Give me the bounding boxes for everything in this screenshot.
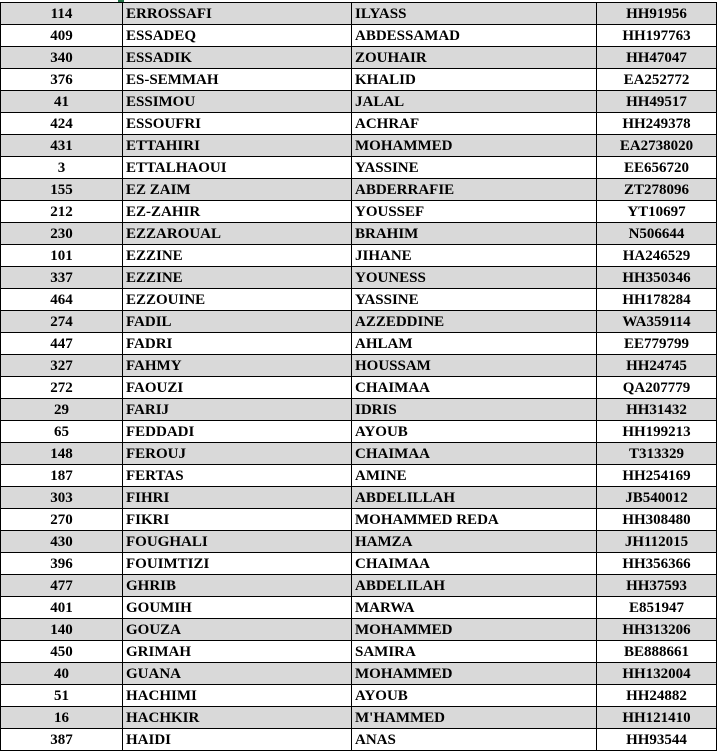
cell-first-name[interactable]: YOUNESS: [352, 267, 597, 289]
cell-first-name[interactable]: MOHAMMED REDA: [352, 509, 597, 531]
cell-document-number[interactable]: HH24745: [597, 355, 717, 377]
cell-document-number[interactable]: HH249378: [597, 113, 717, 135]
cell-last-name[interactable]: GHRIB: [123, 575, 352, 597]
cell-document-number[interactable]: YT10697: [597, 201, 717, 223]
cell-last-name[interactable]: FEROUJ: [123, 443, 352, 465]
cell-id[interactable]: 327: [1, 355, 123, 377]
cell-id[interactable]: 396: [1, 553, 123, 575]
cell-last-name[interactable]: FADRI: [123, 333, 352, 355]
cell-last-name[interactable]: FOUIMTIZI: [123, 553, 352, 575]
table-row: [1, 663, 717, 685]
table-row: [1, 355, 717, 377]
cell-id[interactable]: 270: [1, 509, 123, 531]
cell-document-number[interactable]: HH356366: [597, 553, 717, 575]
cell-first-name[interactable]: YASSINE: [352, 157, 597, 179]
cell-id[interactable]: 464: [1, 289, 123, 311]
cell-first-name[interactable]: IDRIS: [352, 399, 597, 421]
cell-document-number[interactable]: HA246529: [597, 245, 717, 267]
cell-last-name[interactable]: ERROSSAFI: [123, 3, 352, 25]
cell-id[interactable]: 148: [1, 443, 123, 465]
cell-last-name[interactable]: ETTALHAOUI: [123, 157, 352, 179]
cell-id[interactable]: 155: [1, 179, 123, 201]
table-row: [1, 201, 717, 223]
table-row: [1, 311, 717, 333]
cell-id[interactable]: 274: [1, 311, 123, 333]
cell-id[interactable]: 212: [1, 201, 123, 223]
table-row: [1, 685, 717, 707]
cell-last-name[interactable]: ES-SEMMAH: [123, 69, 352, 91]
cell-document-number[interactable]: HH254169: [597, 465, 717, 487]
cell-document-number[interactable]: HH91956: [597, 3, 717, 25]
cell-first-name[interactable]: ABDESSAMAD: [352, 25, 597, 47]
cell-document-number[interactable]: HH47047: [597, 47, 717, 69]
cell-last-name[interactable]: EZZOUINE: [123, 289, 352, 311]
cell-first-name[interactable]: CHAIMAA: [352, 377, 597, 399]
table-row: [1, 245, 717, 267]
cell-document-number[interactable]: HH313206: [597, 619, 717, 641]
spreadsheet-table: [0, 2, 717, 751]
cell-id[interactable]: 450: [1, 641, 123, 663]
table-row: [1, 91, 717, 113]
cell-document-number[interactable]: QA207779: [597, 377, 717, 399]
table-row: [1, 575, 717, 597]
cell-last-name[interactable]: FAOUZI: [123, 377, 352, 399]
cell-id[interactable]: 387: [1, 729, 123, 751]
cell-id[interactable]: 29: [1, 399, 123, 421]
cell-first-name[interactable]: BRAHIM: [352, 223, 597, 245]
cell-document-number[interactable]: EE656720: [597, 157, 717, 179]
cell-document-number[interactable]: JB540012: [597, 487, 717, 509]
cell-first-name[interactable]: JIHANE: [352, 245, 597, 267]
cell-last-name[interactable]: GUANA: [123, 663, 352, 685]
cell-id[interactable]: 303: [1, 487, 123, 509]
cell-id[interactable]: 376: [1, 69, 123, 91]
cell-first-name[interactable]: AYOUB: [352, 421, 597, 443]
cell-last-name[interactable]: FAHMY: [123, 355, 352, 377]
cell-document-number[interactable]: HH24882: [597, 685, 717, 707]
cell-id[interactable]: 16: [1, 707, 123, 729]
cell-first-name[interactable]: CHAIMAA: [352, 443, 597, 465]
table-row: [1, 641, 717, 663]
cell-first-name[interactable]: MOHAMMED: [352, 135, 597, 157]
cell-last-name[interactable]: FIHRI: [123, 487, 352, 509]
table-row: [1, 597, 717, 619]
cell-last-name[interactable]: GRIMAH: [123, 641, 352, 663]
cell-last-name[interactable]: GOUMIH: [123, 597, 352, 619]
cell-id[interactable]: 337: [1, 267, 123, 289]
cell-id[interactable]: 409: [1, 25, 123, 47]
cell-id[interactable]: 477: [1, 575, 123, 597]
cell-id[interactable]: 401: [1, 597, 123, 619]
cell-id[interactable]: 140: [1, 619, 123, 641]
cell-id[interactable]: 424: [1, 113, 123, 135]
cell-first-name[interactable]: M'HAMMED: [352, 707, 597, 729]
cell-document-number[interactable]: HH121410: [597, 707, 717, 729]
table-row: [1, 113, 717, 135]
cell-first-name[interactable]: ABDELILLAH: [352, 487, 597, 509]
cell-id[interactable]: 431: [1, 135, 123, 157]
cell-first-name[interactable]: HOUSSAM: [352, 355, 597, 377]
table-row: [1, 509, 717, 531]
table-row: [1, 267, 717, 289]
cell-last-name[interactable]: EZZAROUAL: [123, 223, 352, 245]
cell-id[interactable]: 101: [1, 245, 123, 267]
cell-last-name[interactable]: FERTAS: [123, 465, 352, 487]
cell-first-name[interactable]: ABDELILAH: [352, 575, 597, 597]
cell-id[interactable]: 230: [1, 223, 123, 245]
cell-last-name[interactable]: ESSADEQ: [123, 25, 352, 47]
cell-first-name[interactable]: YASSINE: [352, 289, 597, 311]
cell-first-name[interactable]: AMINE: [352, 465, 597, 487]
cell-last-name[interactable]: EZ ZAIM: [123, 179, 352, 201]
table-row: [1, 531, 717, 553]
cell-document-number[interactable]: HH178284: [597, 289, 717, 311]
cell-first-name[interactable]: KHALID: [352, 69, 597, 91]
cell-document-number[interactable]: HH197763: [597, 25, 717, 47]
cell-document-number[interactable]: E851947: [597, 597, 717, 619]
cell-last-name[interactable]: FEDDADI: [123, 421, 352, 443]
cell-id[interactable]: 65: [1, 421, 123, 443]
cell-document-number[interactable]: HH132004: [597, 663, 717, 685]
cell-id[interactable]: 114: [1, 3, 123, 25]
table-row: [1, 223, 717, 245]
cell-document-number[interactable]: ZT278096: [597, 179, 717, 201]
cell-id[interactable]: 3: [1, 157, 123, 179]
cell-last-name[interactable]: EZZINE: [123, 245, 352, 267]
cell-id[interactable]: 51: [1, 685, 123, 707]
cell-id[interactable]: 40: [1, 663, 123, 685]
cell-last-name[interactable]: FADIL: [123, 311, 352, 333]
cell-first-name[interactable]: MARWA: [352, 597, 597, 619]
cell-document-number[interactable]: HH37593: [597, 575, 717, 597]
cell-last-name[interactable]: FIKRI: [123, 509, 352, 531]
cell-id[interactable]: 430: [1, 531, 123, 553]
cell-document-number[interactable]: N506644: [597, 223, 717, 245]
cell-last-name[interactable]: FARIJ: [123, 399, 352, 421]
cell-document-number[interactable]: EA252772: [597, 69, 717, 91]
cell-first-name[interactable]: AHLAM: [352, 333, 597, 355]
cell-last-name[interactable]: FOUGHALI: [123, 531, 352, 553]
cell-first-name[interactable]: SAMIRA: [352, 641, 597, 663]
cell-last-name[interactable]: HACHKIR: [123, 707, 352, 729]
table-row: [1, 377, 717, 399]
table-row: [1, 487, 717, 509]
cell-last-name[interactable]: GOUZA: [123, 619, 352, 641]
table-row: [1, 333, 717, 355]
cell-last-name[interactable]: HACHIMI: [123, 685, 352, 707]
cell-first-name[interactable]: ILYASS: [352, 3, 597, 25]
table-row: [1, 619, 717, 641]
cell-document-number[interactable]: HH49517: [597, 91, 717, 113]
cell-document-number[interactable]: BE888661: [597, 641, 717, 663]
cell-first-name[interactable]: AYOUB: [352, 685, 597, 707]
cell-first-name[interactable]: JALAL: [352, 91, 597, 113]
cell-first-name[interactable]: MOHAMMED: [352, 619, 597, 641]
cell-first-name[interactable]: HAMZA: [352, 531, 597, 553]
cell-first-name[interactable]: ZOUHAIR: [352, 47, 597, 69]
table-row: [1, 135, 717, 157]
cell-id[interactable]: 340: [1, 47, 123, 69]
table-row: [1, 729, 717, 751]
cell-document-number[interactable]: HH199213: [597, 421, 717, 443]
cell-first-name[interactable]: AZZEDDINE: [352, 311, 597, 333]
cell-last-name[interactable]: ESSADIK: [123, 47, 352, 69]
cell-first-name[interactable]: ACHRAF: [352, 113, 597, 135]
cell-id[interactable]: 447: [1, 333, 123, 355]
cell-last-name[interactable]: HAIDI: [123, 729, 352, 751]
cell-first-name[interactable]: MOHAMMED: [352, 663, 597, 685]
cell-document-number[interactable]: HH93544: [597, 729, 717, 751]
cell-document-number[interactable]: WA359114: [597, 311, 717, 333]
cell-id[interactable]: 272: [1, 377, 123, 399]
cell-document-number[interactable]: HH350346: [597, 267, 717, 289]
table-row: [1, 421, 717, 443]
cell-first-name[interactable]: ABDERRAFIE: [352, 179, 597, 201]
cell-id[interactable]: 187: [1, 465, 123, 487]
cell-document-number[interactable]: JH112015: [597, 531, 717, 553]
cell-first-name[interactable]: CHAIMAA: [352, 553, 597, 575]
table-row: [1, 179, 717, 201]
cell-document-number[interactable]: HH31432: [597, 399, 717, 421]
cell-id[interactable]: 41: [1, 91, 123, 113]
table-row: [1, 47, 717, 69]
table-row: [1, 553, 717, 575]
table-body: [1, 3, 717, 751]
cell-document-number[interactable]: HH308480: [597, 509, 717, 531]
table-row: [1, 399, 717, 421]
table-row: [1, 25, 717, 47]
cell-document-number[interactable]: EE779799: [597, 333, 717, 355]
cell-document-number[interactable]: EA2738020: [597, 135, 717, 157]
table-row: [1, 465, 717, 487]
cell-last-name[interactable]: ESSIMOU: [123, 91, 352, 113]
table-row: [1, 443, 717, 465]
cell-last-name[interactable]: ESSOUFRI: [123, 113, 352, 135]
cell-first-name[interactable]: YOUSSEF: [352, 201, 597, 223]
table-row: [1, 69, 717, 91]
table-row: [1, 707, 717, 729]
cell-last-name[interactable]: EZ-ZAHIR: [123, 201, 352, 223]
table-row: [1, 157, 717, 179]
cell-first-name[interactable]: ANAS: [352, 729, 597, 751]
table-row: [1, 3, 717, 25]
cell-document-number[interactable]: T313329: [597, 443, 717, 465]
cell-last-name[interactable]: ETTAHIRI: [123, 135, 352, 157]
table-row: [1, 289, 717, 311]
cell-last-name[interactable]: EZZINE: [123, 267, 352, 289]
